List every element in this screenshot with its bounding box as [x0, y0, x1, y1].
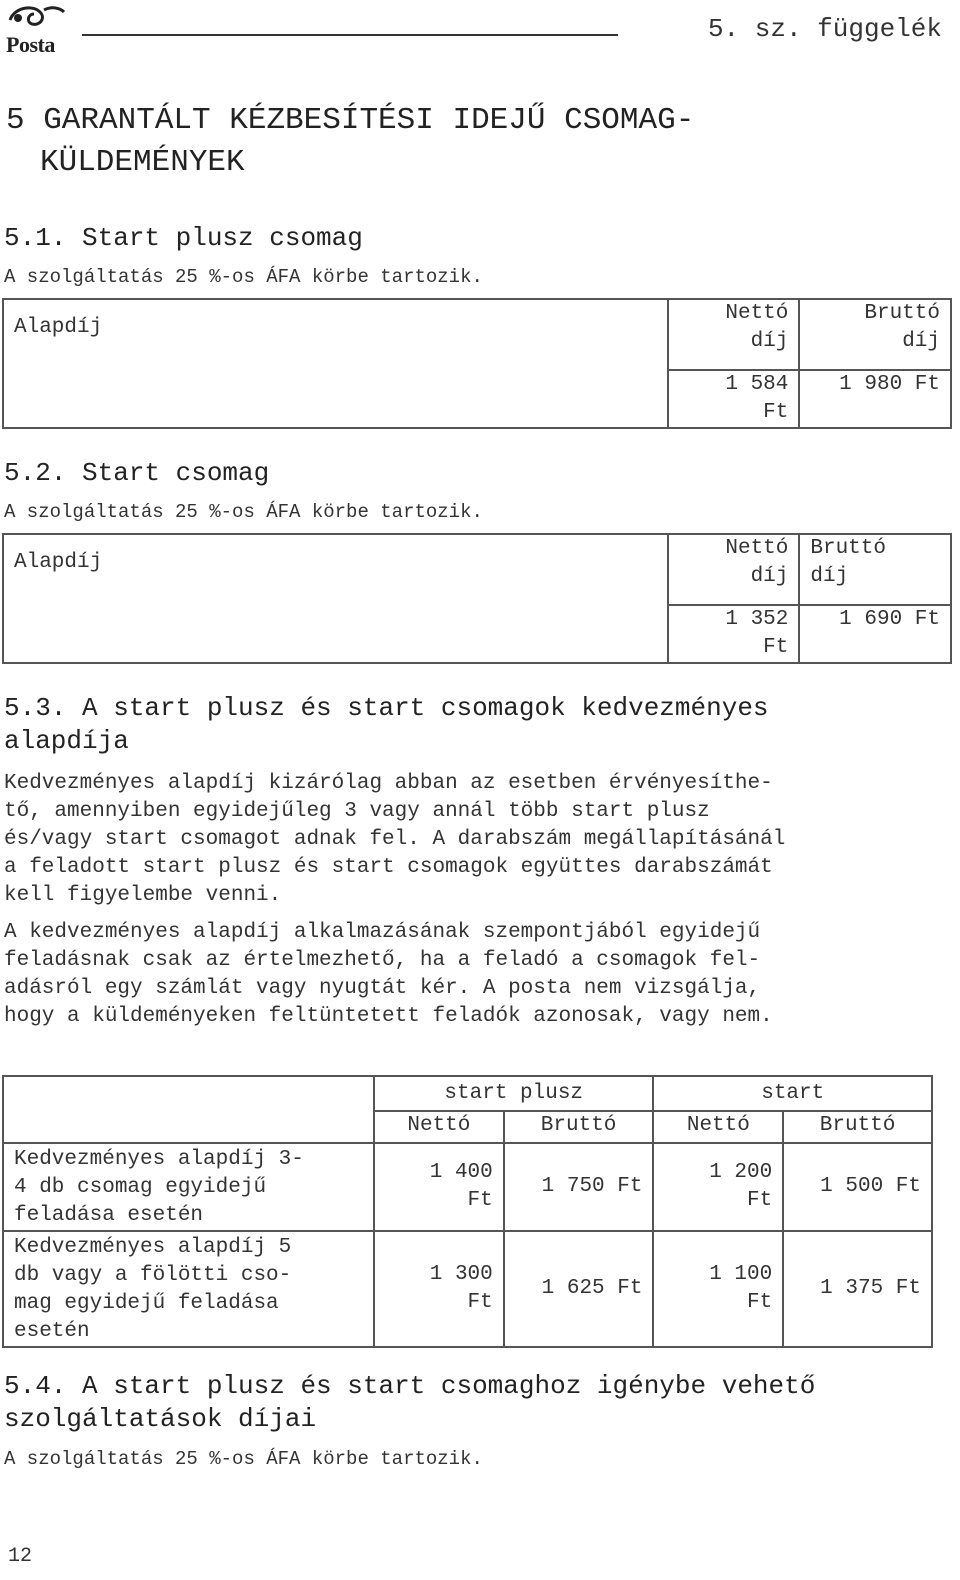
cell-value: 1 750 Ft [504, 1143, 654, 1231]
start-plusz-price-table [2, 298, 952, 429]
row-label: Kedvezményes alapdíj 3- 4 db csomag egyidejű feladása esetén [3, 1143, 374, 1231]
gross-header: Bruttó díj [799, 534, 951, 605]
sub-header-brutto: Bruttó [504, 1111, 654, 1143]
empty-cell [3, 605, 668, 663]
posta-logo [4, 2, 68, 60]
page-title [6, 100, 694, 184]
group-header-start: start [653, 1076, 932, 1111]
discount-price-table [2, 1075, 933, 1348]
gross-value: 1 980 Ft [799, 370, 951, 428]
section-5-1-vat: A szolgáltatás 25 %-os ÁFA körbe tartozik. [4, 266, 483, 288]
discount-paragraph-2: A kedvezményes alapdíj alkalmazásának szempontjából egyidejű feladásnak csak az értelmezhető, ha a feladó a csomagok fel- adásról egy számlát vagy nyugtát kér. A posta nem vizsgálja, hogy a küldeményeken feltüntetett feladók azonosak, vagy nem. [4, 921, 773, 1028]
cell-value: 1 300 Ft [374, 1231, 504, 1347]
page-number: 12 [8, 1545, 33, 1568]
empty-cell [3, 370, 668, 428]
section-5-1-heading: 5.1. Start plusz csomag [4, 223, 363, 253]
empty-header-cell [3, 1076, 374, 1143]
sub-header-brutto: Bruttó [783, 1111, 932, 1143]
cell-value: 1 375 Ft [783, 1231, 932, 1347]
discount-paragraph-1: Kedvezményes alapdíj kizárólag abban az esetben érvényesíthe- tő, amennyiben egyidejűleg 3 vagy annál több start plusz és/vagy start csomagot adnak fel. A darabszám megállapításánál a feladott start plusz és start csomagok együttes darabszámát kell figyelembe venni. [4, 772, 786, 907]
cell-value: 1 400 Ft [374, 1143, 504, 1231]
section-5-2-vat: A szolgáltatás 25 %-os ÁFA körbe tartozik. [4, 501, 483, 523]
row-label: Alapdíj [3, 534, 668, 605]
row-label: Alapdíj [3, 299, 668, 370]
gross-header: Bruttó díj [799, 299, 951, 370]
appendix-label: 5. sz. függelék [707, 14, 942, 44]
start-price-table [2, 533, 952, 664]
header-rule [82, 34, 618, 36]
cell-value: 1 500 Ft [783, 1143, 932, 1231]
row-label: Kedvezményes alapdíj 5 db vagy a fölötti cso- mag egyidejű feladása esetén [3, 1231, 374, 1347]
section-5-3-heading: 5.3. A start plusz és start csomagok kedvezményes alapdíja [4, 693, 769, 756]
cell-value: 1 200 Ft [653, 1143, 783, 1231]
net-header: Nettó díj [668, 299, 799, 370]
net-value: 1 352 Ft [668, 605, 799, 663]
gross-value: 1 690 Ft [799, 605, 951, 663]
cell-value: 1 625 Ft [504, 1231, 654, 1347]
table-row [3, 1143, 932, 1231]
section-5-4-heading: 5.4. A start plusz és start csomaghoz igénybe vehető szolgáltatások díjai [4, 1371, 816, 1434]
net-value: 1 584 Ft [668, 370, 799, 428]
table-row [3, 1231, 932, 1347]
title-line-1: 5 GARANTÁLT KÉZBESÍTÉSI IDEJŰ CSOMAG- [6, 103, 695, 138]
sub-header-netto: Nettó [653, 1111, 783, 1143]
sub-header-netto: Nettó [374, 1111, 504, 1143]
logo-text: Posta [6, 32, 55, 57]
net-header: Nettó díj [668, 534, 799, 605]
posthorn-icon [4, 2, 68, 34]
section-5-2-heading: 5.2. Start csomag [4, 458, 270, 488]
group-header-start-plusz: start plusz [374, 1076, 653, 1111]
cell-value: 1 100 Ft [653, 1231, 783, 1347]
section-5-4-vat: A szolgáltatás 25 %-os ÁFA körbe tartozik. [4, 1448, 483, 1470]
title-line-2: KÜLDEMÉNYEK [40, 145, 245, 180]
